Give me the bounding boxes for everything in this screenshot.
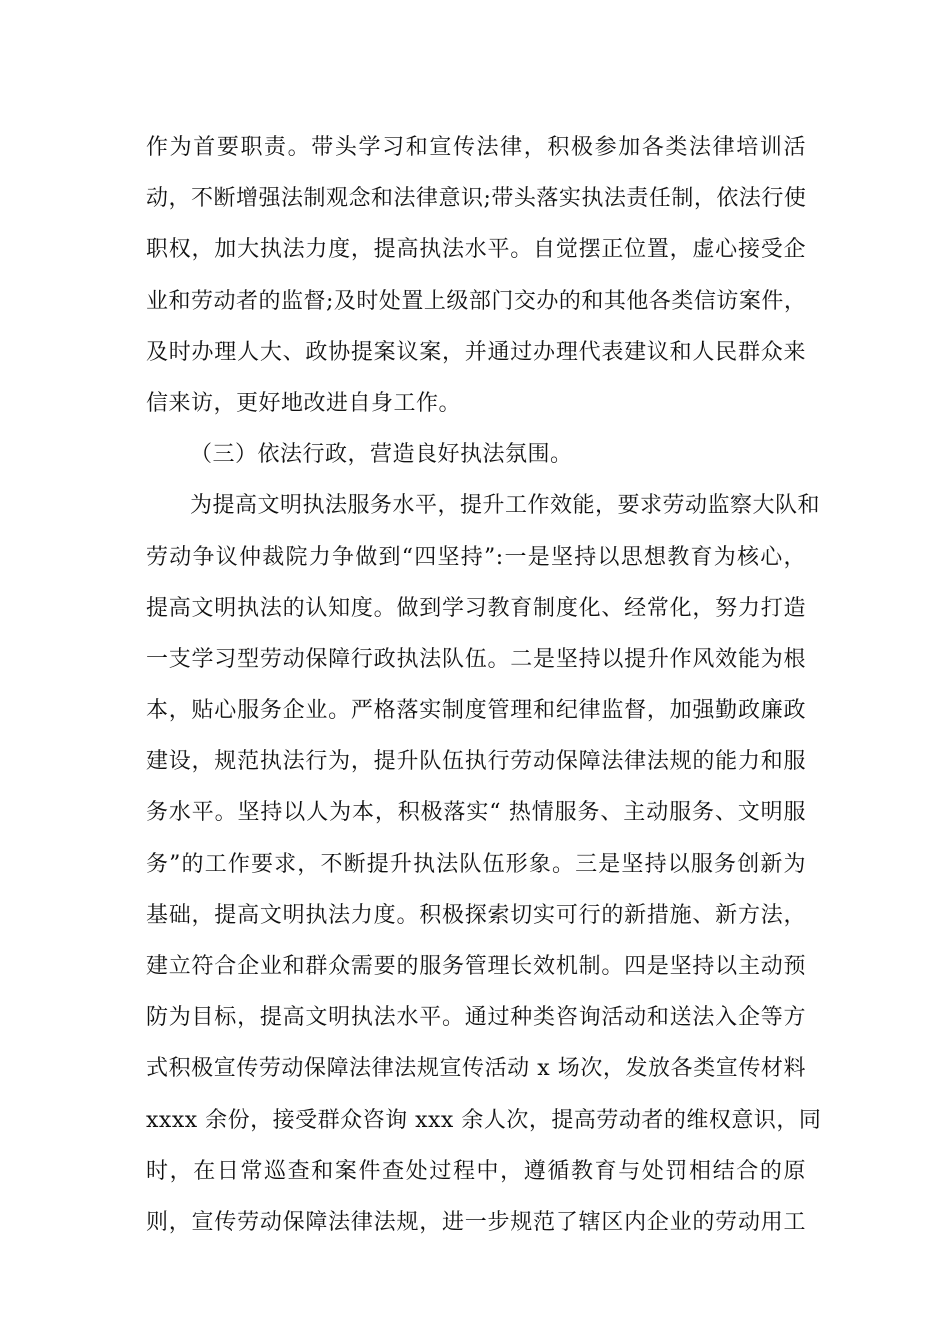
text-line-21: 时，在日常巡查和案件查处过程中，遵循教育与处罚相结合的原 bbox=[146, 1158, 806, 1184]
text-line-6: 信来访，更好地改进自身工作。 bbox=[146, 390, 462, 416]
text-line-2: 动，不断增强法制观念和法律意识;带头落实执法责任制，依法行使 bbox=[146, 186, 807, 212]
text-line-4: 业和劳动者的监督;及时处置上级部门交办的和其他各类信访案件， bbox=[146, 288, 807, 314]
text-line-9: 劳动争议仲裁院力争做到“四坚持”:一是坚持以思想教育为核心， bbox=[146, 544, 806, 570]
text-line-11: 一支学习型劳动保障行政执法队伍。二是坚持以提升作风效能为根 bbox=[146, 646, 806, 672]
text-line-20: xxxx 余份，接受群众咨询 xxx 余人次，提高劳动者的维权意识，同 bbox=[146, 1107, 822, 1133]
text-line-22: 则，宣传劳动保障法律法规，进一步规范了辖区内企业的劳动用工 bbox=[146, 1209, 806, 1235]
section-heading: （三）依法行政，营造良好执法氛围。 bbox=[190, 442, 573, 468]
text-line-15: 务”的工作要求，不断提升执法队伍形象。三是坚持以服务创新为 bbox=[146, 851, 806, 877]
text-line-10: 提高文明执法的认知度。做到学习教育制度化、经常化，努力打造 bbox=[146, 595, 806, 621]
text-line-13: 建设，规范执法行为，提升队伍执行劳动保障法律法规的能力和服 bbox=[146, 749, 806, 775]
text-line-19: 式积极宣传劳动保障法律法规宣传活动 x 场次，发放各类宣传材料 bbox=[146, 1056, 806, 1082]
text-line-5: 及时办理人大、政协提案议案，并通过办理代表建议和人民群众来 bbox=[146, 339, 806, 365]
text-line-1: 作为首要职责。带头学习和宣传法律，积极参加各类法律培训活 bbox=[146, 135, 806, 160]
text-line-18: 防为目标，提高文明执法水平。通过种类咨询活动和送法入企等方 bbox=[146, 1005, 806, 1031]
text-line-3: 职权，加大执法力度，提高执法水平。自觉摆正位置，虚心接受企 bbox=[146, 237, 806, 263]
text-line-16: 基础，提高文明执法力度。积极探索切实可行的新措施、新方法， bbox=[146, 902, 806, 928]
document-body bbox=[146, 122, 822, 1248]
text-line-14: 务水平。坚持以人为本，积极落实“ 热情服务、主动服务、文明服 bbox=[146, 800, 806, 826]
text-line-17: 建立符合企业和群众需要的服务管理长效机制。四是坚持以主动预 bbox=[146, 954, 806, 979]
text-line-12: 本，贴心服务企业。严格落实制度管理和纪律监督，加强勤政廉政 bbox=[146, 698, 806, 724]
text-line-8: 为提高文明执法服务水平，提升工作效能，要求劳动监察大队和 bbox=[190, 493, 821, 519]
